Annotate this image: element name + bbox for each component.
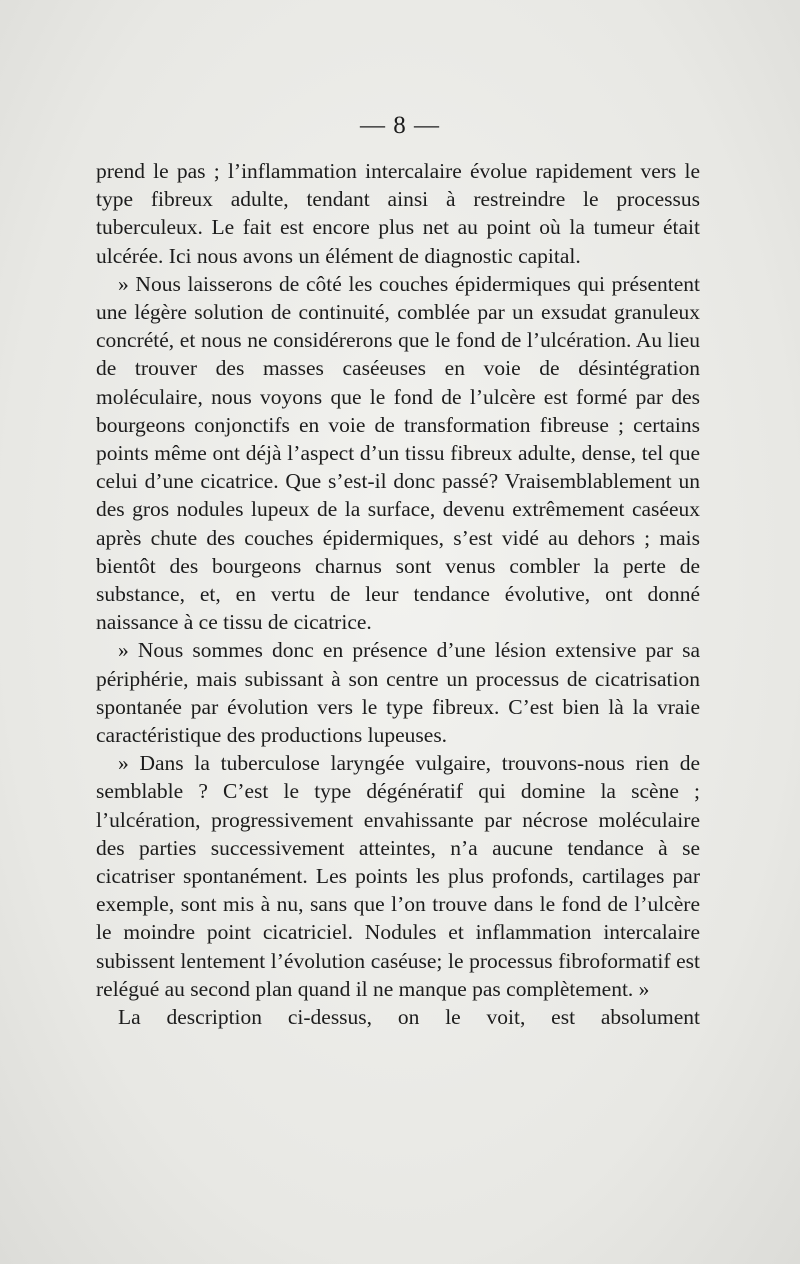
paragraph-description: La description ci-dessus, on le voit, est absolument xyxy=(118,1005,700,1030)
paragraph-continuation: prend le pas ; l’inflammation intercalaire évolue rapidement vers le type fibreux adulte, tendant ainsi à restreindre le processus tuberculeux. Le fait est encore plus net au point où la tumeur était ulcérée. Ici nous avons un élément de diagnostic capital. xyxy=(96,159,700,268)
body-text xyxy=(96,157,700,1031)
page-number: — 8 — xyxy=(360,112,440,139)
paragraph-quote-ulceration: » Nous laisserons de côté les couches épidermiques qui présentent une légère solution de continuité, comblée par un exsudat granuleux concrété, et nous ne considérerons que le fond de l’ulcération. Au lieu de trouver des masses caséeuses en voie de désintégration moléculaire, nous voyons que le fond de l’ulcère est formé par des bourgeons conjonctifs en voie de transformation fibreuse ; certains points même ont déjà l’aspect d’un tissu fibreux adulte, dense, tel que celui d’une cicatrice. Que s’est-il donc passé? Vraisemblablement un des gros nodules lupeux de la surface, devenu extrêmement caséeux après chute des couches épidermiques, s’est vidé au dehors ; mais bientôt des bourgeons charnus sont venus combler la perte de substance, et, en vertu de leur tendance évolutive, ont donné naissance à ce tissu de cicatrice. xyxy=(96,271,700,635)
paragraph-quote-lesion: » Nous sommes donc en présence d’une lésion extensive par sa périphérie, mais subissant à son centre un processus de cicatrisation spontanée par évolution vers le type fibreux. C’est bien là la vraie caractéristique des productions lupeuses. xyxy=(96,638,700,748)
paragraph-quote-tuberculose: » Dans la tuberculose laryngée vulgaire, trouvons-nous rien de semblable ? C’est le type dégénératif qui domine la scène ; l’ulcération, progressivement envahissante par nécrose moléculaire des parties successivement atteintes, n’a aucune tendance à se cicatriser spontanément. Les points les plus profonds, cartilages par exemple, sont mis à nu, sans que l’on trouve dans le fond de l’ulcère le moindre point cicatriciel. Nodules et inflammation intercalaire subissent lentement l’évolution caséuse; le processus fibroformatif est relégué au second plan quand il ne manque pas complètement. » xyxy=(96,751,700,1001)
